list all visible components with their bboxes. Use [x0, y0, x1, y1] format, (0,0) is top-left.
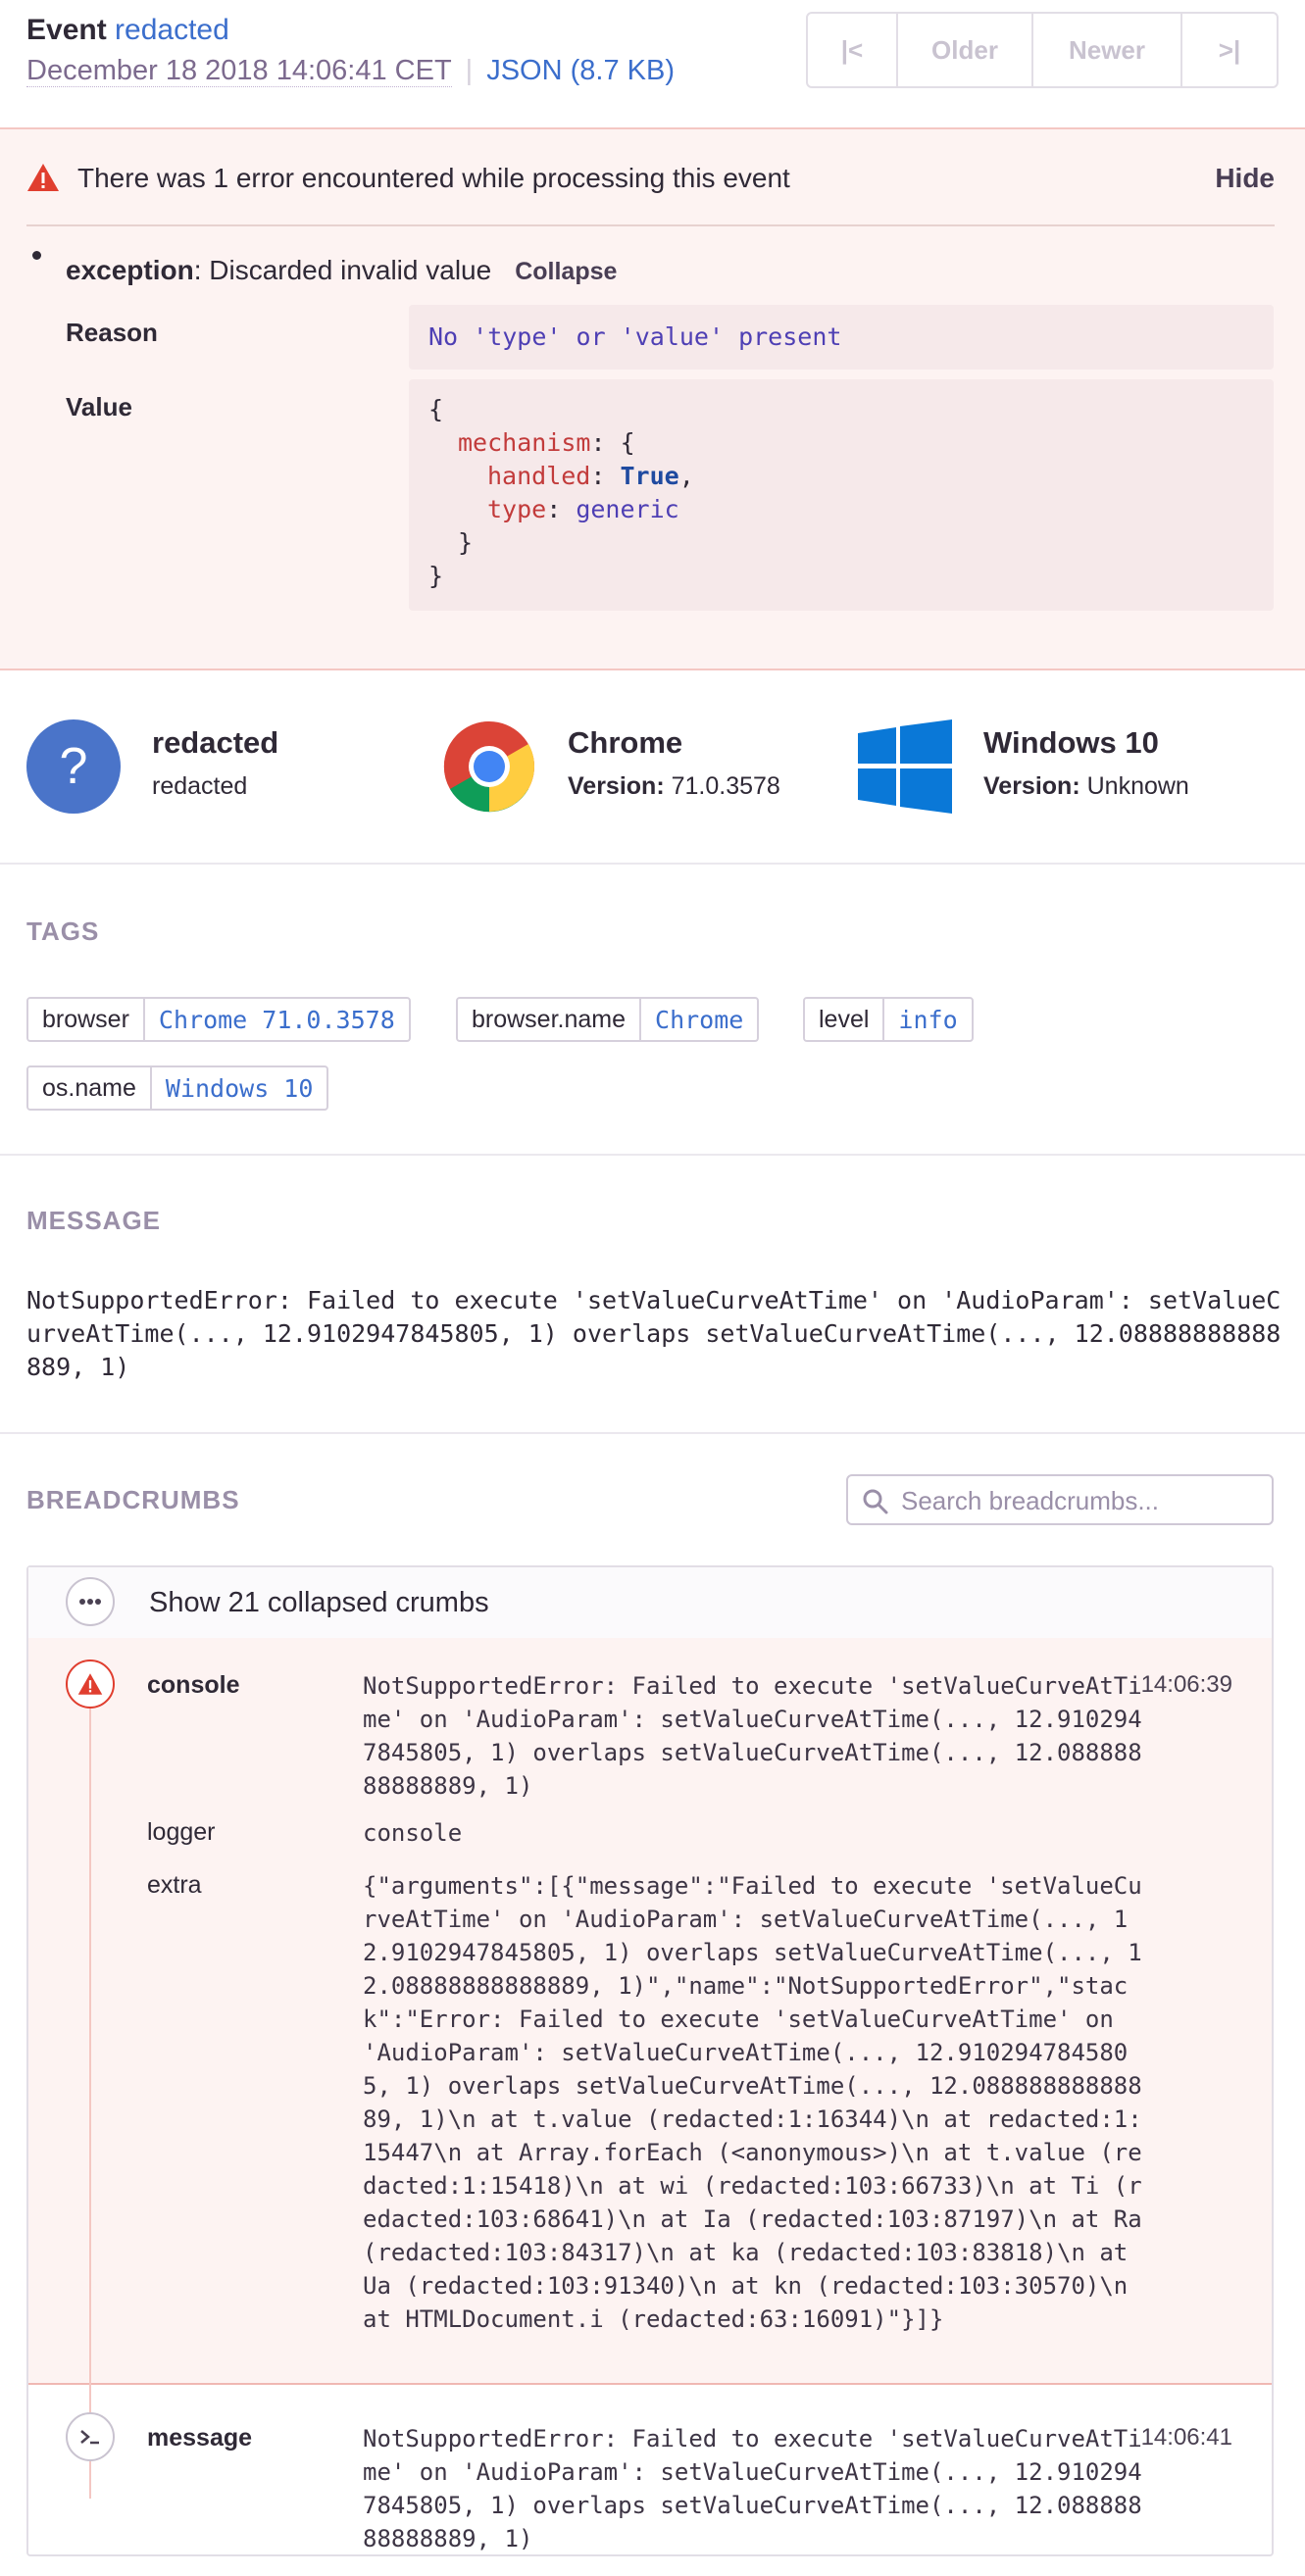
- crumb-message: NotSupportedError: Failed to execute 'setValueCurveAtTime' on 'AudioParam': setValueCurveAtTime(..., 12.9102947845805, 1) overlaps setValueCurveAtTime(..., 12.08888888888889, 1): [363, 2425, 1142, 2552]
- show-collapsed-crumbs[interactable]: [28, 1567, 1272, 1640]
- breadcrumbs-list: [26, 1565, 1274, 2556]
- search-icon: [862, 1488, 889, 1520]
- older-event-button[interactable]: Older: [898, 14, 1033, 86]
- errors-title: There was 1 error encountered while processing this event: [77, 163, 790, 193]
- first-event-button[interactable]: |<: [808, 14, 898, 86]
- section-divider: [0, 1432, 1305, 1434]
- handled-key: handled: [487, 462, 591, 490]
- collapse-button[interactable]: Collapse: [515, 258, 618, 285]
- version-value: 71.0.3578: [671, 772, 780, 800]
- errors-divider: [26, 224, 1275, 226]
- brace: }: [458, 528, 474, 557]
- last-event-button[interactable]: >|: [1218, 34, 1241, 65]
- tag-value[interactable]: info: [898, 1005, 958, 1034]
- event-pager: [806, 12, 1279, 88]
- event-date: December 18 2018 14:06:41 CET: [26, 55, 452, 86]
- context-user-name: redacted: [152, 725, 279, 760]
- version-label: Version:: [983, 772, 1080, 800]
- meta-divider: |: [465, 55, 474, 86]
- value-line: [428, 560, 1254, 593]
- version-value: Unknown: [1086, 772, 1189, 800]
- tags-heading: TAGS: [26, 916, 100, 946]
- mechanism-key: mechanism: [458, 428, 591, 457]
- show-collapsed-label[interactable]: Show 21 collapsed crumbs: [149, 1587, 489, 1618]
- unknown-user-icon: ?: [26, 719, 121, 814]
- reason-value: No 'type' or 'value' present: [409, 305, 1274, 370]
- event-label: Event: [26, 14, 107, 46]
- error-key: exception: [66, 255, 194, 285]
- error-crumb-icon: [66, 1660, 115, 1709]
- message-heading: MESSAGE: [26, 1206, 162, 1235]
- error-item: [66, 255, 617, 286]
- newer-event-button[interactable]: Newer: [1033, 14, 1182, 86]
- warning-icon: [26, 163, 60, 197]
- message-text: NotSupportedError: Failed to execute 'setValueCurveAtTime' on 'AudioParam': setValueCurveAtTime(..., 12.9102947845805, 1) overlaps setValueCurveAtTime(..., 12.08888888888889, 1): [26, 1286, 1281, 1381]
- tag-browser-name[interactable]: [456, 997, 759, 1042]
- list-bullet: [32, 251, 41, 260]
- context-browser-version: [568, 772, 780, 801]
- json-link[interactable]: JSON (8.7 KB): [486, 55, 675, 86]
- value-line: handled: True,: [487, 462, 694, 490]
- hide-errors-button[interactable]: Hide: [1215, 163, 1275, 193]
- value-line: [428, 426, 1254, 460]
- event-header: [0, 0, 1305, 129]
- version-label: Version:: [568, 772, 665, 800]
- crumb-logger-value: console: [363, 1819, 463, 1847]
- value-line: [428, 526, 1254, 560]
- search-breadcrumbs-input[interactable]: [899, 1484, 1266, 1517]
- timeline-line: [89, 1685, 91, 2499]
- tag-value[interactable]: Windows 10: [165, 1073, 314, 1103]
- contexts-bar: [0, 670, 1305, 865]
- more-icon[interactable]: [66, 1577, 115, 1626]
- handled-value: True: [620, 462, 679, 490]
- error-desc: : Discarded invalid value: [193, 255, 492, 285]
- crumb-extra-value: {"arguments":[{"message":"Failed to execute 'setValueCurveAtTime' on 'AudioParam': setValueCurveAtTime(..., 12.9102947845805, 1) overlaps setValueCurveAtTime(..., 12.08888888888889, 1)","name":"NotSupportedError","stack":"Error: Failed to execute 'setValueCurveAtTime' on 'AudioParam': setValueCurveAtTime(..., 12.9102947845805, 1) overlaps setValueCurveAtTime(..., 12.08888888888889, 1)\n at t.value (redacted:1:16344)\n at redacted:1:15447\n at Array.forEach (<anonymous>)\n at t.value (redacted:1:15418)\n at wi (redacted:103:66733)\n at Ti (redacted:103:68641)\n at Ia (redacted:103:87197)\n at Ra (redacted:103:84317)\n at ka (redacted:103:83818)\n at Ua (redacted:103:91340)\n at kn (redacted:103:30570)\n at HTMLDocument.i (redacted:63:16091)"}]}: [363, 1872, 1142, 2333]
- breadcrumb-search: [846, 1474, 1274, 1525]
- chrome-icon: [442, 719, 536, 818]
- value-box: [409, 379, 1274, 611]
- crumb-type: console: [147, 1671, 240, 1699]
- crumb-extra-label: extra: [147, 1871, 202, 1899]
- crumb-time: 14:06:39: [1140, 1671, 1232, 1698]
- crumb-logger-label: logger: [147, 1818, 216, 1846]
- tag-value[interactable]: Chrome 71.0.3578: [158, 1005, 395, 1034]
- windows-icon: [858, 719, 952, 818]
- context-browser-name: Chrome: [568, 725, 683, 760]
- brace: }: [428, 562, 444, 590]
- tag-key: browser: [28, 999, 145, 1040]
- crumb-time: 14:06:41: [1140, 2424, 1232, 2451]
- section-divider: [0, 1154, 1305, 1156]
- type-key: type: [487, 495, 547, 523]
- event-title: [26, 14, 229, 47]
- breadcrumbs-heading: BREADCRUMBS: [26, 1485, 240, 1514]
- tag-key: os.name: [28, 1067, 152, 1109]
- tag-value[interactable]: Chrome: [655, 1005, 744, 1034]
- tag-os-name[interactable]: [26, 1065, 328, 1111]
- value-line: type: generic: [487, 495, 679, 523]
- context-os-name: Windows 10: [983, 725, 1159, 760]
- context-user-sub: redacted: [152, 772, 248, 800]
- tag-key: level: [805, 999, 884, 1040]
- brace: : {: [590, 428, 635, 457]
- tag-level[interactable]: [803, 997, 974, 1042]
- brace: {: [428, 395, 444, 423]
- reason-label: Reason: [66, 318, 158, 347]
- event-meta: [26, 55, 675, 87]
- event-id-link[interactable]: redacted: [115, 14, 229, 46]
- type-value: generic: [576, 495, 679, 523]
- context-os-version: [983, 772, 1189, 801]
- value-line: [428, 393, 1254, 426]
- tag-key: browser.name: [458, 999, 641, 1040]
- value-label: Value: [66, 392, 132, 421]
- crumb-message: NotSupportedError: Failed to execute 'setValueCurveAtTime' on 'AudioParam': setValueCurveAtTime(..., 12.9102947845805, 1) overlaps setValueCurveAtTime(..., 12.08888888888889, 1): [363, 1672, 1142, 1800]
- tag-browser[interactable]: [26, 997, 411, 1042]
- terminal-icon: [66, 2412, 115, 2461]
- crumb-type: message: [147, 2424, 253, 2452]
